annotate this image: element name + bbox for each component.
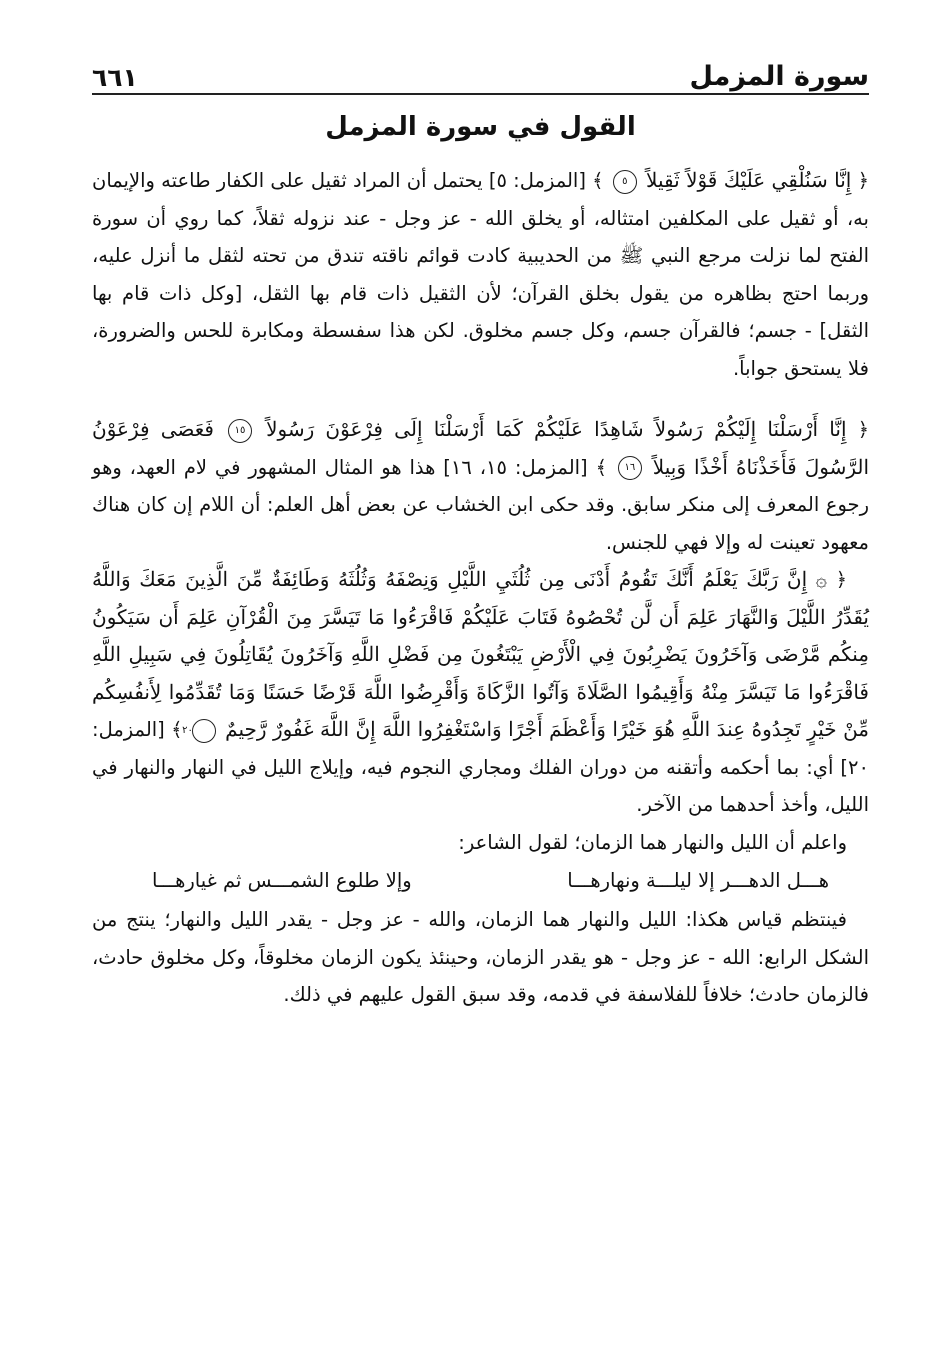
- commentary-text: [المزمل: ٢٠] أي: بما أحكمه وأتقنه من دوران الفلك ومجاري النجوم فيه، وإيلاج الليل في النهار والنهار في الليل، وأخذ أحدهما من الآخر.: [92, 718, 869, 816]
- paragraph-gap: [92, 387, 869, 411]
- verse-open-bracket: ﴿: [857, 418, 870, 441]
- verse-open-bracket: ﴿: [857, 169, 870, 192]
- section-2-paragraph: [92, 411, 869, 561]
- page-header: [92, 48, 869, 92]
- commentary-text: [المزمل: ١٥، ١٦] هذا هو المثال المشهور في لام العهد، وهو رجوع المعرف إلى منكر سابق. وقد حكى ابن الخشاب عن بعض أهل العلم: أن اللام إن كان هناك معهود تعينت له وإلا فهي للجنس.: [92, 455, 869, 554]
- chapter-title: القول في سورة المزمل: [325, 112, 636, 142]
- header-rule: [92, 93, 869, 95]
- quran-verse: إِنَّ رَبَّكَ يَعْلَمُ أَنَّكَ تَقُومُ أَدْنَى مِن ثُلُثَيِ اللَّيْلِ وَنِصْفَهُ وَثُلُثَهُ وَطَائِفَةٌ مِّنَ الَّذِينَ مَعَكَ وَاللَّهُ يُقَدِّرُ اللَّيْلَ وَالنَّهَارَ عَلِمَ أَن لَّن تُحْصُوهُ فَتَابَ عَلَيْكُمْ فَاقْرَءُوا مَا تَيَسَّرَ مِنَ الْقُرْآنِ عَلِمَ أَن سَيَكُونُ مِنكُم مَّرْضَى وَآخَرُونَ يَضْرِبُونَ فِي الْأَرْضِ يَبْتَغُونَ مِن فَضْلِ اللَّهِ وَآخَرُونَ يُقَاتِلُونَ فِي سَبِيلِ اللَّهِ فَاقْرَءُوا مَا تَيَسَّرَ مِنْهُ وَأَقِيمُوا الصَّلَاةَ وَآتُوا الزَّكَاةَ وَأَقْرِضُوا اللَّهَ قَرْضًا حَسَنًا وَمَا تُقَدِّمُوا لِأَنفُسِكُم مِّنْ خَيْرٍ تَجِدُوهُ عِندَ اللَّهِ هُوَ خَيْرًا وَأَعْظَمَ أَجْرًا وَاسْتَغْفِرُوا اللَّهَ إِنَّ اللَّهَ غَفُورٌ رَّحِيمٌ: [92, 567, 870, 741]
- verse-number-badge: ٥: [613, 170, 637, 194]
- verse-number-badge: ١٦: [618, 456, 642, 480]
- page-number: ٦٦١: [92, 63, 138, 92]
- section-3-paragraph: [92, 561, 869, 824]
- verse-number-badge: ١٥: [228, 419, 252, 443]
- page-body: [92, 162, 869, 1014]
- quran-verse: إِنَّا سَنُلْقِي عَلَيْكَ قَوْلاً ثَقِيلاً: [646, 168, 852, 192]
- verse-number-badge: ٢٠: [192, 719, 216, 743]
- quran-verse: إِنَّا أَرْسَلْنَا إِلَيْكُمْ رَسُولاً شَاهِدًا عَلَيْكُمْ كَمَا أَرْسَلْنَا إِلَى فِرْعَوْنَ رَسُولاً: [266, 417, 847, 441]
- poetry-intro: واعلم أن الليل والنهار هما الزمان؛ لقول الشاعر:: [458, 830, 847, 854]
- verse-close-bracket: ﴾: [592, 169, 604, 192]
- verse-close-bracket: ﴾: [171, 718, 183, 741]
- poem-second-hemistich: وإلا طلوع الشمـــس ثم غيارهـــا: [152, 869, 412, 892]
- poem-first-hemistich: هـــل الدهـــر إلا ليلـــة ونهارهـــا: [567, 869, 829, 892]
- verse-close-bracket: ﴾: [595, 455, 607, 479]
- verse-open-bracket: ﴿ ۞: [815, 568, 847, 591]
- running-title: سورة المزمل: [689, 61, 869, 92]
- commentary-text: [المزمل: ٥] يحتمل أن المراد ثقيل على الكفار طاعته والإيمان به، أو ثقيل على المكلفين امتثاله، أو يخلق الله - عز وجل - عند نزوله ثقلاً، كما روي أن سورة الفتح لما نزلت مرجع النبي ﷺ من الحديبية كادت قوائم ناقته تندق من تحته لثقل ما أنزل عليه، وربما احتج بظاهره من يقول بخلق القرآن؛ لأن الثقيل ذات قام بها الثقل، [وكل ذات قام بها الثقل] - جسم؛ فالقرآن جسم، وكل جسم مخلوق. لكن هذا سفسطة ومكابرة للحس والضرورة، فلا يستحق جواباً.: [92, 169, 869, 380]
- section-1-paragraph: [92, 162, 869, 387]
- quran-verse: فَعَصَى فِرْعَوْنُ الرَّسُولَ فَأَخَذْنَاهُ أَخْذًا وَبِيلاً: [92, 417, 870, 479]
- conclusion-paragraph: فينتظم قياس هكذا: الليل والنهار هما الزمان، والله - عز وجل - يقدر الليل والنهار؛ ينتج من الشكل الرابع: الله - عز وجل - هو يقدر الزمان، وحينئذ يكون الزمان مخلوقاً، وكل مخلوق حادث، فالزمان حادث؛ خلافاً للفلاسفة في قدمه، وقد سبق القول عليهم في ذلك.: [92, 908, 869, 1006]
- poetry-verse: [92, 861, 869, 901]
